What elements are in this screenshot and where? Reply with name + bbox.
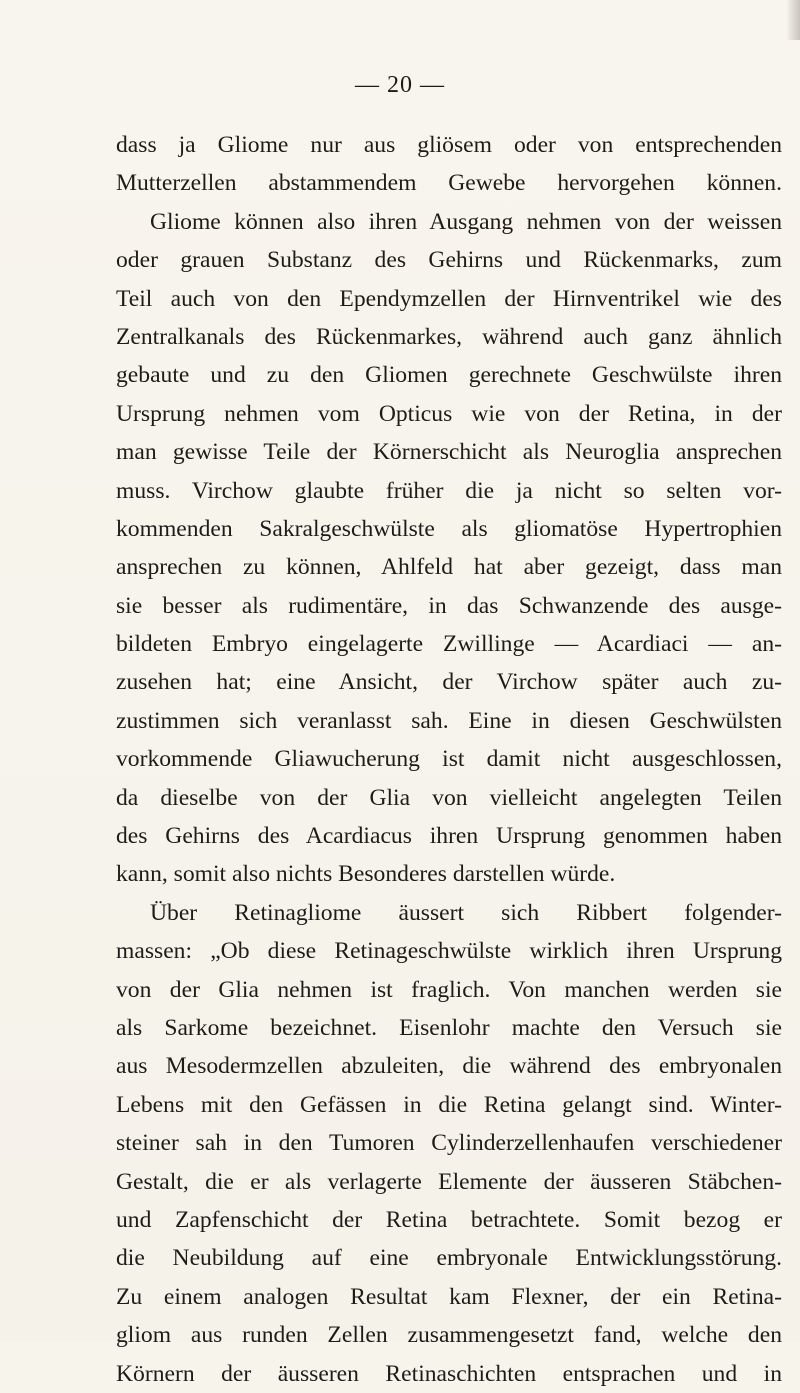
text-line: oder grauen Substanz des Gehirns und Rückenmarks, zum [116,247,782,274]
text-line: zustimmen sich veranlasst sah. Eine in diesen Geschwülsten [116,707,782,734]
text-line: Mutterzellen abstammendem Gewebe hervorgehen können. [116,170,782,197]
text-line: von der Glia nehmen ist fraglich. Von manchen werden sie [116,976,782,1003]
page-edge-shadow [786,0,800,40]
text-line: da dieselbe von der Glia von vielleicht angelegten Teilen [116,784,782,811]
text-line: gebaute und zu den Gliomen gerechnete Geschwülste ihren [116,362,782,389]
text-line: als Sarkome bezeichnet. Eisenlohr machte den Versuch sie [116,1014,782,1041]
text-line: des Gehirns des Acardiacus ihren Ursprung genommen haben [116,823,782,850]
text-line: Teil auch von den Ependymzellen der Hirnventrikel wie des [116,285,782,312]
text-line: steiner sah in den Tumoren Cylinderzellenhaufen verschiedener [116,1130,782,1157]
text-line: bildeten Embryo eingelagerte Zwillinge — Acardiaci — an- [116,631,782,658]
text-line: muss. Virchow glaubte früher die ja nicht so selten vor- [116,477,782,504]
text-line: Ursprung nehmen vom Opticus wie von der Retina, in der [116,400,782,427]
text-line: Zu einem analogen Resultat kam Flexner, der ein Retina- [116,1283,782,1310]
body-text [116,126,782,1393]
text-line: Gestalt, die er als verlagerte Elemente der äusseren Stäbchen- [116,1168,782,1195]
text-line: sie besser als rudimentäre, in das Schwanzende des ausge- [116,592,782,619]
text-line: und Zapfenschicht der Retina betrachtete. Somit bezog er [116,1206,782,1233]
text-line: Zentralkanals des Rückenmarkes, während auch ganz ähnlich [116,323,782,350]
text-line: massen: „Ob diese Retinageschwülste wirklich ihren Ursprung [116,938,782,965]
text-line: dass ja Gliome nur aus gliösem oder von entsprechenden [116,132,782,158]
text-line: Lebens mit den Gefässen in die Retina gelangt sind. Winter- [116,1091,782,1118]
text-line: aus Mesodermzellen abzuleiten, die während des embryonalen [116,1053,782,1080]
page-number: — 20 — [355,72,445,98]
text-line: Gliome können also ihren Ausgang nehmen von der weissen [150,208,782,235]
text-line: Über Retinagliome äussert sich Ribbert folgender- [150,899,782,926]
text-line: die Neubildung auf eine embryonale Entwicklungsstörung. [116,1245,782,1272]
text-line: vorkommende Gliawucherung ist damit nicht ausgeschlossen, [116,746,782,773]
text-line: Körnern der äusseren Retinaschichten entsprachen und in [116,1360,782,1387]
text-line: zusehen hat; eine Ansicht, der Virchow später auch zu- [116,669,782,696]
text-line: man gewisse Teile der Körnerschicht als Neuroglia ansprechen [116,439,782,466]
text-line: ansprechen zu können, Ahlfeld hat aber gezeigt, dass man [116,554,782,581]
text-line: gliom aus runden Zellen zusammengesetzt fand, welche den [116,1322,782,1349]
text-line: kann, somit also nichts Besonderes darstellen würde. [116,861,616,888]
text-line: kommenden Sakralgeschwülste als gliomatöse Hypertrophien [116,515,782,542]
